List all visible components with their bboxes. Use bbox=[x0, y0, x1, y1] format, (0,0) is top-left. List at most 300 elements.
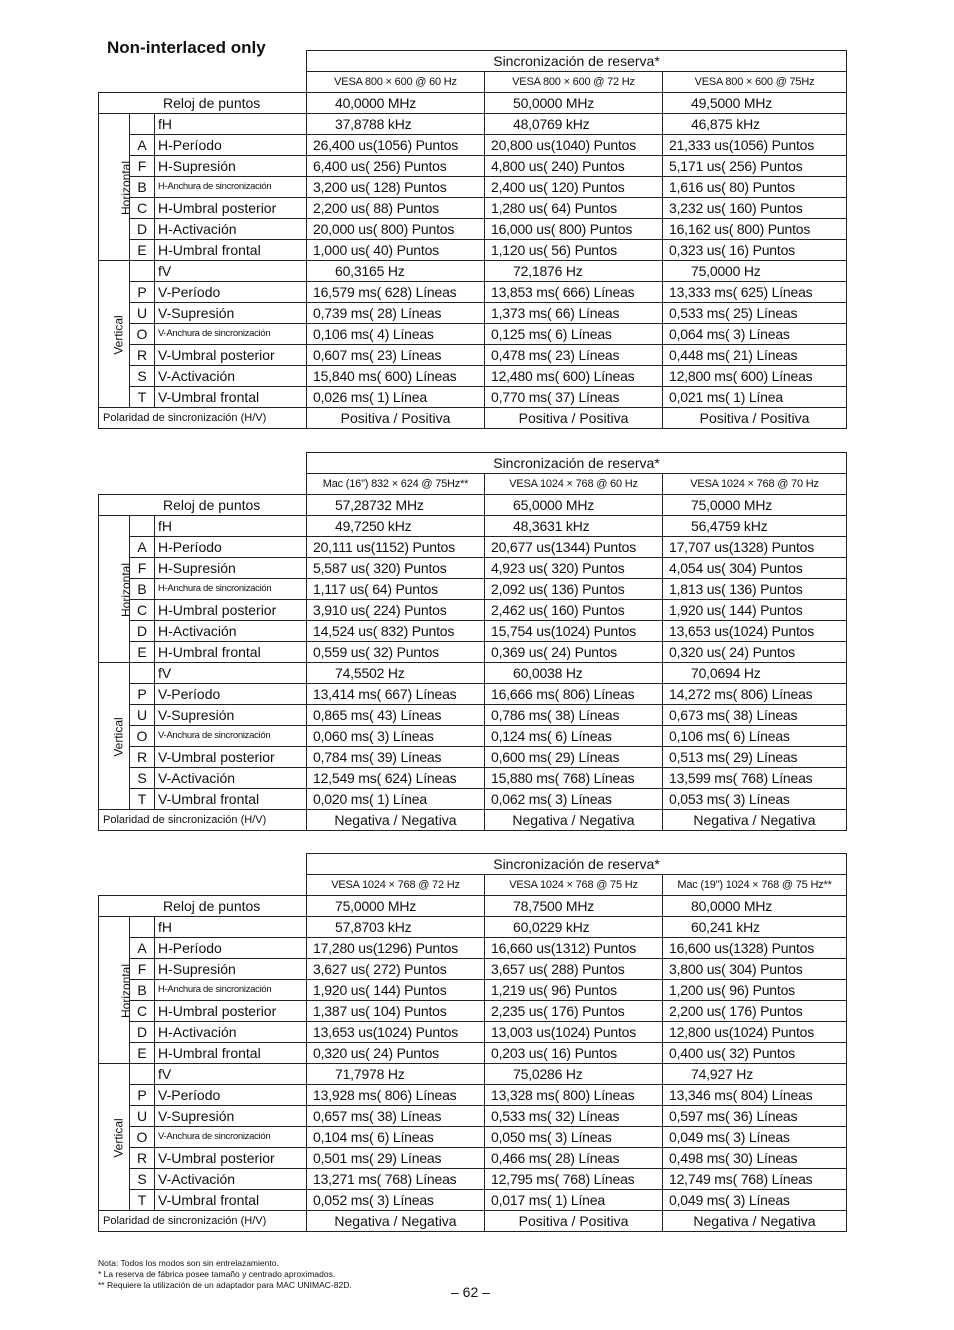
horizontal-group-label bbox=[99, 114, 134, 261]
timing-value: 0,607 ms( 23) Líneas bbox=[307, 345, 485, 366]
polarity-value: Positiva / Positiva bbox=[663, 408, 847, 429]
row-letter: B bbox=[130, 579, 155, 600]
timing-value: 15,880 ms( 768) Líneas bbox=[485, 768, 663, 789]
timing-value: 16,600 us(1328) Puntos bbox=[663, 938, 847, 959]
timing-value: 5,587 us( 320) Puntos bbox=[307, 558, 485, 579]
row-letter: A bbox=[130, 537, 155, 558]
timing-value: 0,323 us( 16) Puntos bbox=[663, 240, 847, 261]
timing-value: 3,800 us( 304) Puntos bbox=[663, 959, 847, 980]
mode-header: Mac (16") 832 × 624 @ 75Hz** bbox=[307, 474, 485, 495]
blank-cell bbox=[130, 114, 155, 135]
row-letter: B bbox=[130, 980, 155, 1001]
timing-value: 2,200 us( 176) Puntos bbox=[663, 1001, 847, 1022]
polarity-value: Negativa / Negativa bbox=[663, 810, 847, 831]
row-letter: R bbox=[130, 345, 155, 366]
row-label: H-Anchura de sincronización bbox=[155, 177, 307, 198]
fv-value: 70,0694 Hz bbox=[663, 663, 847, 684]
table-row bbox=[99, 303, 847, 324]
timing-value: 0,203 us( 16) Puntos bbox=[485, 1043, 663, 1064]
horizontal-group-text: Horizontal bbox=[119, 963, 134, 1018]
row-letter: U bbox=[130, 1106, 155, 1127]
table-row bbox=[99, 282, 847, 303]
dot-clock-value: 75,0000 MHz bbox=[307, 896, 485, 917]
timing-value: 20,111 us(1152) Puntos bbox=[307, 537, 485, 558]
blank-cell bbox=[130, 1064, 155, 1085]
row-letter: D bbox=[130, 621, 155, 642]
row-label: H-Umbral posterior bbox=[155, 1001, 307, 1022]
timing-value: 0,597 ms( 36) Líneas bbox=[663, 1106, 847, 1127]
row-letter: B bbox=[130, 177, 155, 198]
timing-value: 0,786 ms( 38) Líneas bbox=[485, 705, 663, 726]
table-row bbox=[99, 1043, 847, 1064]
row-label: H-Supresión bbox=[155, 959, 307, 980]
row-label: H-Umbral frontal bbox=[155, 642, 307, 663]
timing-value: 0,533 ms( 32) Líneas bbox=[485, 1106, 663, 1127]
fv-value: 75,0286 Hz bbox=[485, 1064, 663, 1085]
horizontal-group-label bbox=[99, 917, 134, 1064]
timing-value: 1,120 us( 56) Puntos bbox=[485, 240, 663, 261]
blank-cell bbox=[130, 917, 155, 938]
blank-cell bbox=[130, 663, 155, 684]
timing-value: 0,060 ms( 3) Líneas bbox=[307, 726, 485, 747]
timing-value: 0,533 ms( 25) Líneas bbox=[663, 303, 847, 324]
fv-value: 74,5502 Hz bbox=[307, 663, 485, 684]
dot-clock-value: 78,7500 MHz bbox=[485, 896, 663, 917]
row-letter: F bbox=[130, 959, 155, 980]
polarity-label: Polaridad de sincronización (H/V) bbox=[99, 1211, 307, 1232]
timing-value: 1,200 us( 96) Puntos bbox=[663, 980, 847, 1001]
table-row bbox=[99, 198, 847, 219]
timing-value: 0,673 ms( 38) Líneas bbox=[663, 705, 847, 726]
timing-value: 2,235 us( 176) Puntos bbox=[485, 1001, 663, 1022]
row-letter: E bbox=[130, 1043, 155, 1064]
timing-value: 0,320 us( 24) Puntos bbox=[307, 1043, 485, 1064]
row-letter: F bbox=[130, 156, 155, 177]
fv-label: fV bbox=[155, 261, 307, 282]
page-number: – 62 – bbox=[451, 1284, 490, 1300]
mode-header: VESA 800 × 600 @ 72 Hz bbox=[485, 72, 663, 93]
fh-value: 60,0229 kHz bbox=[485, 917, 663, 938]
table-row bbox=[99, 1001, 847, 1022]
fh-value: 57,8703 kHz bbox=[307, 917, 485, 938]
table-row bbox=[99, 324, 847, 345]
timing-value: 0,320 us( 24) Puntos bbox=[663, 642, 847, 663]
timing-value: 0,448 ms( 21) Líneas bbox=[663, 345, 847, 366]
table-row bbox=[99, 366, 847, 387]
table-row bbox=[99, 959, 847, 980]
timing-value: 12,480 ms( 600) Líneas bbox=[485, 366, 663, 387]
timing-value: 1,920 us( 144) Puntos bbox=[307, 980, 485, 1001]
timing-value: 0,369 us( 24) Puntos bbox=[485, 642, 663, 663]
row-letter: O bbox=[130, 324, 155, 345]
table-row bbox=[99, 156, 847, 177]
timing-table-1 bbox=[98, 50, 846, 429]
timing-value: 20,000 us( 800) Puntos bbox=[307, 219, 485, 240]
table-row bbox=[99, 345, 847, 366]
row-letter: S bbox=[130, 768, 155, 789]
timing-value: 3,910 us( 224) Puntos bbox=[307, 600, 485, 621]
timing-value: 16,579 ms( 628) Líneas bbox=[307, 282, 485, 303]
mode-header: VESA 1024 × 768 @ 72 Hz bbox=[307, 875, 485, 896]
timing-value: 0,400 us( 32) Puntos bbox=[663, 1043, 847, 1064]
row-label: H-Umbral frontal bbox=[155, 1043, 307, 1064]
timing-value: 1,280 us( 64) Puntos bbox=[485, 198, 663, 219]
timing-value: 1,387 us( 104) Puntos bbox=[307, 1001, 485, 1022]
timing-value: 1,000 us( 40) Puntos bbox=[307, 240, 485, 261]
timing-value: 3,200 us( 128) Puntos bbox=[307, 177, 485, 198]
row-label: V-Anchura de sincronización bbox=[155, 726, 307, 747]
timing-table-2 bbox=[98, 452, 846, 831]
timing-value: 0,657 ms( 38) Líneas bbox=[307, 1106, 485, 1127]
polarity-value: Positiva / Positiva bbox=[485, 1211, 663, 1232]
horizontal-group-text: Horizontal bbox=[119, 160, 134, 215]
timing-table-3 bbox=[98, 853, 846, 1232]
timing-value: 13,853 ms( 666) Líneas bbox=[485, 282, 663, 303]
empty-cell bbox=[99, 72, 307, 93]
fh-value: 60,241 kHz bbox=[663, 917, 847, 938]
fv-value: 75,0000 Hz bbox=[663, 261, 847, 282]
table-row bbox=[99, 177, 847, 198]
row-label: H-Activación bbox=[155, 1022, 307, 1043]
row-letter: C bbox=[130, 198, 155, 219]
row-letter: S bbox=[130, 366, 155, 387]
timing-value: 2,462 us( 160) Puntos bbox=[485, 600, 663, 621]
table-row bbox=[99, 1148, 847, 1169]
row-label: V-Umbral posterior bbox=[155, 747, 307, 768]
mode-header: VESA 800 × 600 @ 75Hz bbox=[663, 72, 847, 93]
timing-value: 0,784 ms( 39) Líneas bbox=[307, 747, 485, 768]
timing-value: 15,840 ms( 600) Líneas bbox=[307, 366, 485, 387]
horizontal-group-text: Horizontal bbox=[119, 562, 134, 617]
empty-cell bbox=[99, 854, 307, 875]
timing-value: 0,062 ms( 3) Líneas bbox=[485, 789, 663, 810]
horizontal-group-label bbox=[99, 516, 134, 663]
polarity-value: Negativa / Negativa bbox=[663, 1211, 847, 1232]
blank-cell bbox=[130, 516, 155, 537]
table-row bbox=[99, 600, 847, 621]
table-row bbox=[99, 1106, 847, 1127]
fv-value: 60,3165 Hz bbox=[307, 261, 485, 282]
mode-header: VESA 800 × 600 @ 60 Hz bbox=[307, 72, 485, 93]
row-label: V-Umbral posterior bbox=[155, 345, 307, 366]
timing-value: 2,092 us( 136) Puntos bbox=[485, 579, 663, 600]
dot-clock-value: 40,0000 MHz bbox=[307, 93, 485, 114]
timing-value: 0,600 ms( 29) Líneas bbox=[485, 747, 663, 768]
polarity-value: Negativa / Negativa bbox=[307, 1211, 485, 1232]
timing-value: 0,049 ms( 3) Líneas bbox=[663, 1190, 847, 1211]
table-row bbox=[99, 980, 847, 1001]
table-row bbox=[99, 240, 847, 261]
timing-value: 15,754 us(1024) Puntos bbox=[485, 621, 663, 642]
timing-value: 16,162 us( 800) Puntos bbox=[663, 219, 847, 240]
row-label: V-Activación bbox=[155, 366, 307, 387]
empty-cell bbox=[99, 474, 307, 495]
row-letter: U bbox=[130, 705, 155, 726]
timing-value: 5,171 us( 256) Puntos bbox=[663, 156, 847, 177]
fh-value: 37,8788 kHz bbox=[307, 114, 485, 135]
table-row bbox=[99, 1190, 847, 1211]
timing-value: 14,272 ms( 806) Líneas bbox=[663, 684, 847, 705]
row-letter: S bbox=[130, 1169, 155, 1190]
timing-value: 13,346 ms( 804) Líneas bbox=[663, 1085, 847, 1106]
row-label: H-Anchura de sincronización bbox=[155, 579, 307, 600]
row-label: H-Supresión bbox=[155, 156, 307, 177]
dot-clock-value: 49,5000 MHz bbox=[663, 93, 847, 114]
footnote-asterisk: * La reserva de fábrica posee tamaño y centrado aproximados. bbox=[98, 1269, 336, 1279]
footnote-double-asterisk: ** Requiere la utilización de un adaptador para MAC UNIMAC-82D. bbox=[98, 1280, 352, 1290]
mode-header: VESA 1024 × 768 @ 70 Hz bbox=[663, 474, 847, 495]
timing-value: 1,813 us( 136) Puntos bbox=[663, 579, 847, 600]
table-row bbox=[99, 558, 847, 579]
row-label: V-Umbral frontal bbox=[155, 387, 307, 408]
table-row bbox=[99, 1127, 847, 1148]
timing-value: 0,865 ms( 43) Líneas bbox=[307, 705, 485, 726]
table-row bbox=[99, 705, 847, 726]
timing-value: 16,666 ms( 806) Líneas bbox=[485, 684, 663, 705]
timing-value: 0,106 ms( 6) Líneas bbox=[663, 726, 847, 747]
row-letter: E bbox=[130, 240, 155, 261]
mode-header: VESA 1024 × 768 @ 75 Hz bbox=[485, 875, 663, 896]
timing-value: 1,219 us( 96) Puntos bbox=[485, 980, 663, 1001]
timing-value: 1,920 us( 144) Puntos bbox=[663, 600, 847, 621]
fh-value: 49,7250 kHz bbox=[307, 516, 485, 537]
row-label: V-Umbral frontal bbox=[155, 789, 307, 810]
vertical-group-text: Vertical bbox=[111, 716, 126, 757]
row-letter: A bbox=[130, 938, 155, 959]
timing-value: 2,200 us( 88) Puntos bbox=[307, 198, 485, 219]
timing-value: 3,627 us( 272) Puntos bbox=[307, 959, 485, 980]
timing-value: 12,549 ms( 624) Líneas bbox=[307, 768, 485, 789]
fh-value: 56,4759 kHz bbox=[663, 516, 847, 537]
timing-value: 17,707 us(1328) Puntos bbox=[663, 537, 847, 558]
row-label: V-Supresión bbox=[155, 1106, 307, 1127]
timing-value: 12,800 ms( 600) Líneas bbox=[663, 366, 847, 387]
timing-value: 4,054 us( 304) Puntos bbox=[663, 558, 847, 579]
row-letter: T bbox=[130, 387, 155, 408]
timing-value: 0,125 ms( 6) Líneas bbox=[485, 324, 663, 345]
row-label: H-Anchura de sincronización bbox=[155, 980, 307, 1001]
timing-value: 0,052 ms( 3) Líneas bbox=[307, 1190, 485, 1211]
fv-value: 60,0038 Hz bbox=[485, 663, 663, 684]
timing-value: 2,400 us( 120) Puntos bbox=[485, 177, 663, 198]
sync-header: Sincronización de reserva* bbox=[307, 854, 847, 875]
fh-label: fH bbox=[155, 516, 307, 537]
timing-value: 0,017 ms( 1) Línea bbox=[485, 1190, 663, 1211]
timing-value: 0,104 ms( 6) Líneas bbox=[307, 1127, 485, 1148]
table-row bbox=[99, 579, 847, 600]
row-label: V-Umbral frontal bbox=[155, 1190, 307, 1211]
empty-cell bbox=[99, 453, 307, 474]
table-row bbox=[99, 938, 847, 959]
timing-value: 12,749 ms( 768) Líneas bbox=[663, 1169, 847, 1190]
row-label: H-Período bbox=[155, 537, 307, 558]
footnote-note: Nota: Todos los modos son sin entrelazamiento. bbox=[98, 1258, 279, 1268]
timing-value: 13,271 ms( 768) Líneas bbox=[307, 1169, 485, 1190]
dot-clock-value: 75,0000 MHz bbox=[663, 495, 847, 516]
timing-value: 0,124 ms( 6) Líneas bbox=[485, 726, 663, 747]
polarity-value: Negativa / Negativa bbox=[485, 810, 663, 831]
polarity-label: Polaridad de sincronización (H/V) bbox=[99, 810, 307, 831]
row-letter: O bbox=[130, 726, 155, 747]
timing-value: 0,064 ms( 3) Líneas bbox=[663, 324, 847, 345]
row-label: H-Período bbox=[155, 135, 307, 156]
row-letter: D bbox=[130, 1022, 155, 1043]
table-row bbox=[99, 684, 847, 705]
dot-clock-value: 50,0000 MHz bbox=[485, 93, 663, 114]
timing-value: 14,524 us( 832) Puntos bbox=[307, 621, 485, 642]
timing-value: 0,106 ms( 4) Líneas bbox=[307, 324, 485, 345]
vertical-group-text: Vertical bbox=[111, 314, 126, 355]
blank-cell bbox=[130, 261, 155, 282]
table-row bbox=[99, 1085, 847, 1106]
row-label: H-Supresión bbox=[155, 558, 307, 579]
row-label: H-Activación bbox=[155, 621, 307, 642]
timing-value: 13,599 ms( 768) Líneas bbox=[663, 768, 847, 789]
timing-value: 4,923 us( 320) Puntos bbox=[485, 558, 663, 579]
timing-value: 6,400 us( 256) Puntos bbox=[307, 156, 485, 177]
dot-clock-value: 57,28732 MHz bbox=[307, 495, 485, 516]
timing-value: 0,559 us( 32) Puntos bbox=[307, 642, 485, 663]
timing-value: 16,660 us(1312) Puntos bbox=[485, 938, 663, 959]
row-letter: A bbox=[130, 135, 155, 156]
row-label: V-Anchura de sincronización bbox=[155, 1127, 307, 1148]
timing-value: 0,050 ms( 3) Líneas bbox=[485, 1127, 663, 1148]
timing-value: 3,657 us( 288) Puntos bbox=[485, 959, 663, 980]
timing-value: 0,513 ms( 29) Líneas bbox=[663, 747, 847, 768]
row-label: H-Umbral posterior bbox=[155, 198, 307, 219]
vertical-group-label bbox=[99, 261, 130, 408]
mode-header: VESA 1024 × 768 @ 60 Hz bbox=[485, 474, 663, 495]
dot-clock-label: Reloj de puntos bbox=[99, 93, 307, 114]
dot-clock-value: 80,0000 MHz bbox=[663, 896, 847, 917]
row-letter: T bbox=[130, 1190, 155, 1211]
row-label: H-Umbral frontal bbox=[155, 240, 307, 261]
fh-label: fH bbox=[155, 917, 307, 938]
table-row bbox=[99, 768, 847, 789]
row-letter: P bbox=[130, 684, 155, 705]
timing-value: 12,800 us(1024) Puntos bbox=[663, 1022, 847, 1043]
table-row bbox=[99, 387, 847, 408]
timing-value: 20,800 us(1040) Puntos bbox=[485, 135, 663, 156]
page-title: Non-interlaced only bbox=[107, 38, 266, 57]
empty-cell bbox=[99, 875, 307, 896]
table-row bbox=[99, 135, 847, 156]
timing-value: 4,800 us( 240) Puntos bbox=[485, 156, 663, 177]
timing-value: 1,616 us( 80) Puntos bbox=[663, 177, 847, 198]
mode-header: Mac (19") 1024 × 768 @ 75 Hz** bbox=[663, 875, 847, 896]
timing-value: 20,677 us(1344) Puntos bbox=[485, 537, 663, 558]
row-letter: C bbox=[130, 1001, 155, 1022]
row-label: V-Período bbox=[155, 1085, 307, 1106]
timing-value: 13,003 us(1024) Puntos bbox=[485, 1022, 663, 1043]
timing-value: 13,653 us(1024) Puntos bbox=[663, 621, 847, 642]
fv-label: fV bbox=[155, 663, 307, 684]
timing-value: 0,466 ms( 28) Líneas bbox=[485, 1148, 663, 1169]
dot-clock-label: Reloj de puntos bbox=[99, 495, 307, 516]
row-letter: T bbox=[130, 789, 155, 810]
row-label: H-Activación bbox=[155, 219, 307, 240]
timing-value: 0,049 ms( 3) Líneas bbox=[663, 1127, 847, 1148]
timing-value: 21,333 us(1056) Puntos bbox=[663, 135, 847, 156]
fh-label: fH bbox=[155, 114, 307, 135]
table-row bbox=[99, 789, 847, 810]
timing-value: 3,232 us( 160) Puntos bbox=[663, 198, 847, 219]
row-label: V-Supresión bbox=[155, 303, 307, 324]
row-label: V-Período bbox=[155, 282, 307, 303]
timing-value: 13,928 ms( 806) Líneas bbox=[307, 1085, 485, 1106]
timing-value: 1,117 us( 64) Puntos bbox=[307, 579, 485, 600]
table-row bbox=[99, 621, 847, 642]
timing-value: 26,400 us(1056) Puntos bbox=[307, 135, 485, 156]
vertical-group-label bbox=[99, 1064, 130, 1211]
table-row bbox=[99, 747, 847, 768]
timing-value: 13,333 ms( 625) Líneas bbox=[663, 282, 847, 303]
footnotes bbox=[98, 1258, 352, 1291]
polarity-value: Positiva / Positiva bbox=[307, 408, 485, 429]
timing-value: 0,501 ms( 29) Líneas bbox=[307, 1148, 485, 1169]
timing-value: 0,739 ms( 28) Líneas bbox=[307, 303, 485, 324]
row-letter: F bbox=[130, 558, 155, 579]
vertical-group-text: Vertical bbox=[111, 1117, 126, 1158]
row-label: H-Umbral posterior bbox=[155, 600, 307, 621]
fv-value: 71,7978 Hz bbox=[307, 1064, 485, 1085]
timing-value: 17,280 us(1296) Puntos bbox=[307, 938, 485, 959]
row-letter: E bbox=[130, 642, 155, 663]
row-label: V-Anchura de sincronización bbox=[155, 324, 307, 345]
polarity-label: Polaridad de sincronización (H/V) bbox=[99, 408, 307, 429]
fh-value: 48,0769 kHz bbox=[485, 114, 663, 135]
timing-value: 0,021 ms( 1) Línea bbox=[663, 387, 847, 408]
row-label: V-Activación bbox=[155, 768, 307, 789]
sync-header: Sincronización de reserva* bbox=[307, 51, 847, 72]
row-label: V-Período bbox=[155, 684, 307, 705]
table-row bbox=[99, 537, 847, 558]
table-row bbox=[99, 219, 847, 240]
polarity-value: Negativa / Negativa bbox=[307, 810, 485, 831]
row-letter: O bbox=[130, 1127, 155, 1148]
fv-value: 74,927 Hz bbox=[663, 1064, 847, 1085]
timing-value: 13,328 ms( 800) Líneas bbox=[485, 1085, 663, 1106]
vertical-group-label bbox=[99, 663, 130, 810]
timing-value: 0,770 ms( 37) Líneas bbox=[485, 387, 663, 408]
timing-value: 0,478 ms( 23) Líneas bbox=[485, 345, 663, 366]
row-letter: R bbox=[130, 747, 155, 768]
row-label: V-Supresión bbox=[155, 705, 307, 726]
timing-value: 13,653 us(1024) Puntos bbox=[307, 1022, 485, 1043]
timing-value: 0,026 ms( 1) Línea bbox=[307, 387, 485, 408]
timing-value: 1,373 ms( 66) Líneas bbox=[485, 303, 663, 324]
dot-clock-value: 65,0000 MHz bbox=[485, 495, 663, 516]
table-row bbox=[99, 642, 847, 663]
row-label: V-Umbral posterior bbox=[155, 1148, 307, 1169]
row-letter: C bbox=[130, 600, 155, 621]
row-letter: R bbox=[130, 1148, 155, 1169]
timing-value: 0,053 ms( 3) Líneas bbox=[663, 789, 847, 810]
timing-value: 13,414 ms( 667) Líneas bbox=[307, 684, 485, 705]
table-row bbox=[99, 1169, 847, 1190]
dot-clock-label: Reloj de puntos bbox=[99, 896, 307, 917]
fh-value: 48,3631 kHz bbox=[485, 516, 663, 537]
timing-value: 12,795 ms( 768) Líneas bbox=[485, 1169, 663, 1190]
table-row bbox=[99, 726, 847, 747]
fv-label: fV bbox=[155, 1064, 307, 1085]
fh-value: 46,875 kHz bbox=[663, 114, 847, 135]
timing-value: 0,498 ms( 30) Líneas bbox=[663, 1148, 847, 1169]
row-letter: P bbox=[130, 1085, 155, 1106]
row-letter: U bbox=[130, 303, 155, 324]
timing-value: 16,000 us( 800) Puntos bbox=[485, 219, 663, 240]
timing-value: 0,020 ms( 1) Línea bbox=[307, 789, 485, 810]
